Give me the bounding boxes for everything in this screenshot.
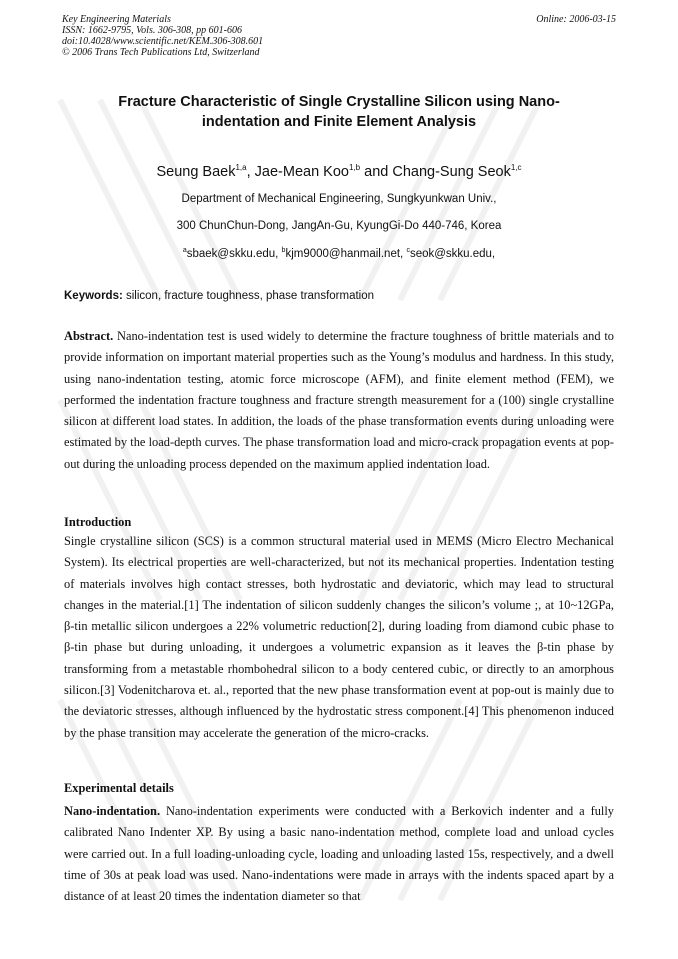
introduction-text: Single crystalline silicon (SCS) is a common structural material used in MEMS (Micro Electro Mechanical System). Its electrical properties are well-characterized, but not its mechanical properties. Indentation testing of materials involves high contact stresses, both hydrostatic and deviatoric, which may lead to structural changes in the material.[1] The indentation of silicon suddenly changes the silicon’s volume ;, at 10~12GPa, β-tin metallic silicon undergoes a 22% volumetric reduction[2], during loading from diamond cubic phase to β-tin phase but during unloading, it undergoes a volumetric expansion as it leaves the β-tin phase by transforming from a metastable rhombohedral silicon to a body centered cubic, or directly to an amorphous silicon.[3] Vodenitcharova et. al., reported that the new phase transformation event at pop-out is mainly due to the deviatoric stresses, although influenced by the hydrostatic stress component.[4] This phenomenon induced by the phase transition may accelerate the generation of the micro-cracks. — [64, 534, 614, 740]
email: kjm9000@hanmail.net, — [285, 247, 407, 260]
nano-indentation-label: Nano-indentation. — [64, 804, 161, 818]
journal-info — [62, 14, 263, 58]
email-mark: b — [281, 247, 286, 254]
keywords-label: Keywords: — [64, 290, 123, 302]
journal-copyright: © 2006 Trans Tech Publications Ltd, Switzerland — [62, 47, 260, 58]
author-name: Seung Baek — [156, 163, 236, 180]
author-list — [40, 163, 638, 180]
online-date: Online: 2006-03-15 — [536, 14, 616, 25]
author-name: Chang-Sung Seok — [392, 163, 511, 180]
author-affiliation-mark: 1,a — [235, 163, 247, 172]
email-mark: c — [406, 247, 410, 254]
keywords — [64, 290, 374, 302]
email: seok@skku.edu, — [409, 247, 496, 260]
paper-title: Fracture Characteristic of Single Crystalline Silicon using Nano-indentation and Finite Element Analysis — [118, 94, 560, 130]
affiliation-address: 300 ChunChun-Dong, JangAn-Gu, KyungGi-Do 440-746, Korea — [176, 220, 502, 232]
author-affiliation-mark: 1,b — [348, 163, 361, 172]
journal-doi: doi:10.4028/www.scientific.net/KEM.306-308.601 — [62, 36, 264, 47]
experimental-heading: Experimental details — [64, 781, 174, 795]
keywords-text: silicon, fracture toughness, phase transformation — [122, 290, 375, 302]
introduction-heading: Introduction — [64, 515, 132, 529]
abstract — [64, 326, 614, 475]
email: sbaek@skku.edu, — [186, 247, 282, 260]
author-separator: , — [246, 163, 255, 180]
abstract-text: Nano-indentation test is used widely to determine the fracture toughness of brittle materials and to provide information on important material properties such as the Young’s modulus and hardness. In this study, using nano-indentation testing, atomic force microscope (AFM), and finite element method (FEM), we performed the indentation fracture toughness and fracture strength measurement for a (100) single crystalline silicon at different load states. In addition, the loads of the phase transformation events during unloading were estimated by the load-depth curves. The phase transformation load and micro-crack propagation events at pop-out during the unloading process depended on the maximum applied indentation load. — [64, 329, 614, 471]
experimental-text: Nano-indentation experiments were conducted with a Berkovich indenter and a fully calibrated Nano Indenter XP. By using a basic nano-indentation method, complete load and unload cycles were carried out. In a full loading-unloading cycle, loading and unloading lasted 15s, respectively, and a dwell time of 30s at peak load was used. Nano-indentations were made in arrays with the indents spaced apart by a distance of at least 20 times the indentation diameter so that — [64, 804, 614, 904]
author-name: Jae-Mean Koo — [254, 163, 349, 180]
author-separator: and — [360, 163, 393, 180]
experimental-paragraph — [64, 801, 614, 907]
email-mark: a — [182, 247, 187, 254]
journal-issn: ISSN: 1662-9795, Vols. 306-308, pp 601-606 — [62, 25, 242, 36]
abstract-label: Abstract. — [64, 329, 114, 343]
journal-name: Key Engineering Materials — [62, 14, 171, 25]
author-emails — [40, 247, 638, 260]
author-affiliation-mark: 1,c — [510, 163, 522, 172]
affiliation-department: Department of Mechanical Engineering, Sungkyunkwan Univ., — [181, 193, 497, 205]
